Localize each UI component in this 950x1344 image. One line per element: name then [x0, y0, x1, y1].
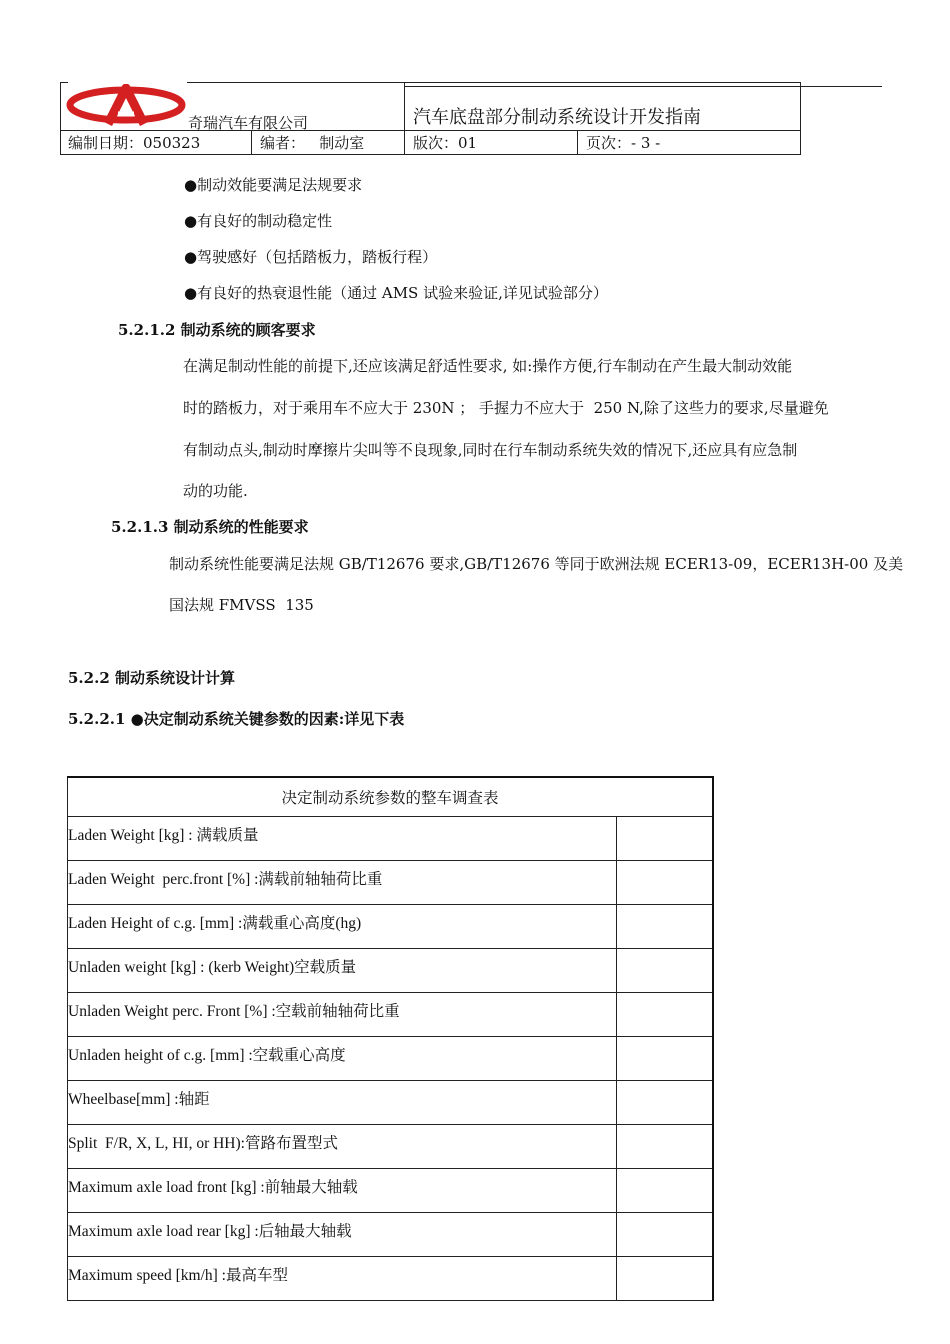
header-rule — [404, 82, 405, 155]
table-cell-label: Laden Weight perc.front [%] :满载前轴轴荷比重 — [68, 861, 617, 905]
section-heading-5213: 5.2.1.3 制动系统的性能要求 — [111, 518, 309, 536]
page-number: 页次：- 3 - — [586, 134, 661, 152]
table-row — [68, 1169, 714, 1213]
compile-date: 编制日期：050323 — [68, 134, 201, 152]
header-rule — [251, 130, 252, 155]
list-item: ●制动效能要满足法规要求 — [184, 176, 363, 194]
table-cell-value[interactable] — [617, 1257, 714, 1301]
list-item: ●驾驶感好（包括踏板力，踏板行程） — [184, 248, 438, 266]
table-cell-label: Maximum axle load front [kg] :前轴最大轴载 — [68, 1169, 617, 1213]
table-row — [68, 905, 714, 949]
table-row — [68, 949, 714, 993]
table-cell-value[interactable] — [617, 1213, 714, 1257]
header-rule — [60, 82, 61, 155]
author: 编者： 制动室 — [260, 134, 365, 152]
table-row — [68, 1081, 714, 1125]
table-cell-value[interactable] — [617, 1125, 714, 1169]
paragraph-line: 国法规 FMVSS 135 — [169, 596, 314, 614]
table-cell-label: Unladen height of c.g. [mm] :空载重心高度 — [68, 1037, 617, 1081]
table-cell-value[interactable] — [617, 1081, 714, 1125]
table-title: 决定制动系统参数的整车调查表 — [68, 777, 714, 817]
table-row — [68, 1257, 714, 1301]
table-cell-value[interactable] — [617, 993, 714, 1037]
table-cell-value[interactable] — [617, 1169, 714, 1213]
table-row — [68, 1125, 714, 1169]
version: 版次：01 — [413, 134, 478, 152]
table-cell-value[interactable] — [617, 949, 714, 993]
header-rule — [60, 130, 801, 131]
list-item: ●有良好的热衰退性能（通过 AMS 试验来验证,详见试验部分） — [184, 284, 608, 302]
table-row — [68, 1213, 714, 1257]
table-row — [68, 817, 714, 861]
paragraph-line: 有制动点头,制动时摩擦片尖叫等不良现象,同时在行车制动系统失效的情况下,还应具有应急制 — [183, 441, 798, 459]
table-cell-label: Unladen Weight perc. Front [%] :空载前轴轴荷比重 — [68, 993, 617, 1037]
header-rule — [577, 130, 578, 155]
company-logo-icon — [66, 84, 186, 126]
table-cell-label: Unladen weight [kg] : (kerb Weight)空载质量 — [68, 949, 617, 993]
section-heading-522: 5.2.2 制动系统设计计算 — [68, 669, 235, 687]
table-row — [68, 993, 714, 1037]
paragraph-line: 在满足制动性能的前提下,还应该满足舒适性要求, 如:操作方便,行车制动在产生最大制动效能 — [183, 357, 793, 375]
table-cell-label: Wheelbase[mm] :轴距 — [68, 1081, 617, 1125]
table-cell-label: Split F/R, X, L, HI, or HH):管路布置型式 — [68, 1125, 617, 1169]
table-cell-label: Laden Height of c.g. [mm] :满载重心高度(hg) — [68, 905, 617, 949]
table-cell-value[interactable] — [617, 817, 714, 861]
table-cell-label: Maximum axle load rear [kg] :后轴最大轴载 — [68, 1213, 617, 1257]
section-heading-5221: 5.2.2.1 ●决定制动系统关键参数的因素:详见下表 — [68, 710, 405, 728]
header-rule — [60, 82, 68, 83]
header-rule — [404, 86, 882, 87]
table-row — [68, 861, 714, 905]
header-rule — [187, 82, 801, 83]
vehicle-survey-table — [67, 776, 714, 1301]
table-cell-value[interactable] — [617, 861, 714, 905]
table-cell-label: Laden Weight [kg] : 满载质量 — [68, 817, 617, 861]
list-item: ●有良好的制动稳定性 — [184, 212, 333, 230]
table-title-row — [68, 777, 714, 817]
header-rule — [800, 82, 801, 155]
document-title: 汽车底盘部分制动系统设计开发指南 — [413, 107, 701, 128]
table-cell-value[interactable] — [617, 1037, 714, 1081]
table-cell-value[interactable] — [617, 905, 714, 949]
header-rule — [60, 154, 801, 155]
table-row — [68, 1037, 714, 1081]
paragraph-line: 时的踏板力，对于乘用车不应大于 230N ； 手握力不应大于 250 N,除了这些力的要求,尽量避免 — [183, 399, 829, 417]
table-cell-label: Maximum speed [km/h] :最高车型 — [68, 1257, 617, 1301]
company-name: 奇瑞汽车有限公司 — [188, 114, 309, 132]
paragraph-line: 动的功能. — [183, 482, 248, 500]
paragraph-line: 制动系统性能要满足法规 GB/T12676 要求,GB/T12676 等同于欧洲法规 ECER13-09，ECER13H-00 及美 — [169, 555, 904, 573]
section-heading-5212: 5.2.1.2 制动系统的顾客要求 — [118, 321, 316, 339]
